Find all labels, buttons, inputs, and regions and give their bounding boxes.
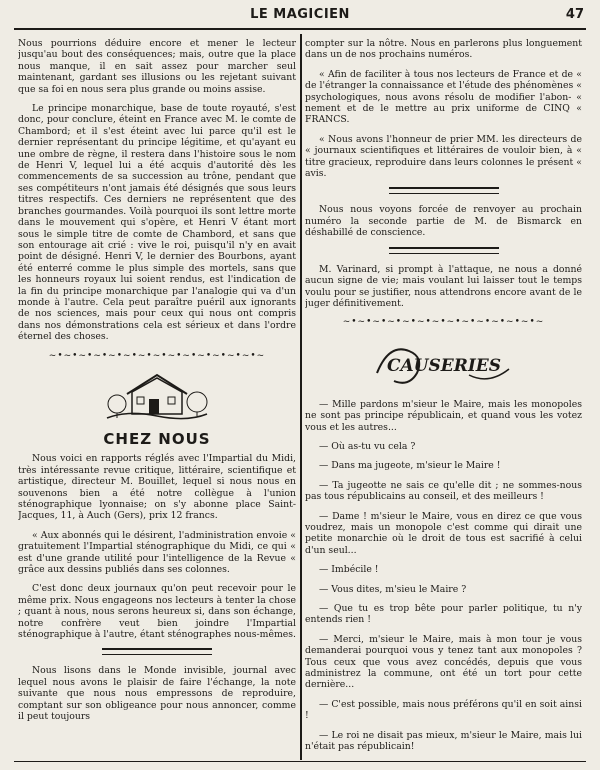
paragraph: Le principe monarchique, base de toute royauté, s'est donc, pour conclure, éteint en France avec M. le comte de Chambord; et il s'est éteint avec lui parce qu'il est le dernier représentant du principe légitime, et qu'ayant eu une ombre de règne, il restera dans l'histoire sous le nom de Henri V, lequel lui a été acquis d'autorité dès les commencements de sa succession au trône, pendant que ses compétiteurs n'ont jamais été désignés que sous leurs titres respectifs. Ces derniers ne représentent que des branches gourmandes. Voilà pourquoi ils sont lettre morte dans le mouvement qui s'opère, et Henri V étant mort sous le simple titre de comte de Chambord, et sans que son entourage ait crié : vive le roi, puisqu'il n'y en avait point de désigné. Henri V, le dernier des Bourbons, ayant été enterré comme le plus simple des mortels, sans que les honneurs royaux lui soient rendus, est l'indication de la fin du principe monarchique par l'analogie qui va d'un monde à l'autre. Cela peut paraître puéril aux ignorants de nos sciences, mais pour ceux qui nous ont compris dans nos démonstrations cela est sérieux et dans l'ordre éternel des choses. [18, 103, 296, 343]
ornament-divider: ~•~•~•~•~•~•~•~•~•~•~•~•~•~•~ [48, 350, 266, 361]
paragraph: C'est donc deux journaux qu'on peut recevoir pour le même prix. Nous engageons nos lecteurs à tenter la chose ; quant à nous, nous serons heureux si, dans son échange, notre confrère veut bien joindre l'Impartial sténographique à l'autre, étant sténographes nous-mêmes. [18, 583, 296, 641]
causeries-logo [369, 333, 519, 391]
paragraph: compter sur la nôtre. Nous en parlerons plus longuement dans un de nos prochains numéros. [305, 38, 582, 61]
page-header [14, 4, 586, 30]
section-rule [389, 187, 499, 194]
page-number: 47 [565, 7, 584, 22]
paragraph: Nous lisons dans le Monde invisible, journal avec lequel nous avons le plaisir de faire l'échange, la note suivante que nous nous empressons de reproduire, comptant sur son obligeance pour nous annoncer, comme il peut toujours [18, 665, 296, 723]
footer-rule [14, 761, 586, 762]
section-rule [389, 247, 499, 254]
dialogue-line: — Que tu es trop bête pour parler politique, tu n'y entends rien ! [305, 603, 582, 626]
svg-text:CAUSERIES: CAUSERIES [386, 355, 501, 376]
dialogue-line: — Dans ma jugeote, m'sieur le Maire ! [319, 460, 501, 472]
section-title: CHEZ NOUS [103, 429, 211, 448]
paragraph: M. Varinard, si prompt à l'attaque, ne nous a donné aucun signe de vie; mais voulant lui laisser tout le temps voulu pour se justifier, nous attendrons encore avant de le juger définitivement. [305, 263, 582, 309]
journal-title: LE MAGICIEN [250, 7, 350, 22]
dialogue-line: — Le roi ne disait pas mieux, m'sieur le Maire, mais lui n'était pas républicain! [305, 729, 582, 752]
section-rule [102, 648, 212, 655]
ornament-divider: ~•~•~•~•~•~•~•~•~•~•~•~•~•~ [342, 317, 545, 328]
left-column [18, 38, 296, 752]
dialogue-line: — Mille pardons m'sieur le Maire, mais les monopoles ne sont pas principe républicain, et quand vous les votez vous et les autres... [305, 398, 582, 433]
quoted-paragraph: « Aux abonnés qui le désirent, l'administration envoie « gratuitement l'Impartial sténographique du Midi, ce qui « est d'une grande utilité pour l'intelligence de la Revue « grâce aux dessins publiés dans ses colonnes. [18, 529, 296, 576]
quoted-paragraph: « Afin de faciliter à tous nos lecteurs de France et de « de l'étranger la connaissance et l'étude des phénomènes « psychologiques, nous avons résolu de modifier l'abon- « nement et de le mettre au prix uniforme de CINQ « FRANCS. [305, 68, 582, 126]
dialogue-line: — C'est possible, mais nous préférons qu'il en soit ainsi ! [305, 698, 582, 722]
column-divider [300, 34, 302, 760]
right-column [305, 38, 582, 752]
dialogue-line: — Merci, m'sieur le Maire, mais à mon tour je vous demanderai pourquoi vous y tenez tant aux monopoles ? Tous ceux que vous avez concédés, depuis que vous administrez la commune, ont été un tort pour cette dernière... [305, 633, 582, 691]
dialogue-line: — Vous dites, m'sieu le Maire ? [319, 583, 467, 595]
paragraph: Nous nous voyons forcée de renvoyer au prochain numéro la seconde partie de M. de Bismarck en déshabillé de conscience. [305, 204, 582, 239]
dialogue-line: — Dame ! m'sieur le Maire, vous en direz ce que vous voudrez, mais un monopole c'est comme qui dirait une petite monarchie où le droit de tous est sacrifié à celui d'un seul... [305, 510, 582, 556]
dialogue-line: — Ta jugeotte ne sais ce qu'elle dit ; ne sommes-nous pas tous républicains au conseil, et des meilleurs ! [305, 479, 582, 503]
dialogue-line: — Où as-tu vu cela ? [319, 440, 416, 452]
paragraph: Nous voici en rapports réglés avec l'Impartial du Midi, très intéressante revue critique, littéraire, scientifique et artistique, directeur M. Bouillet, lequel si nous nous en souvenons bien a été notre collègue à l'union sténographique lyonnaise; on s'y abonne place Saint-Jacques, 11, à Auch (Gers), prix 12 francs. [18, 453, 296, 522]
dialogue-line: — Imbécile ! [319, 564, 379, 576]
paragraph: Nous pourrions déduire encore et mener le lecteur jusqu'au bout des conséquences; mais, outre que la place nous manque, il en sait assez pour marcher seul maintenant, gardant ses illusions ou les rejetant suivant que sa foi en nous sera plus grande ou moins assise. [18, 38, 296, 95]
quoted-paragraph: « Nous avons l'honneur de prier MM. les directeurs de « journaux scientifiques et littéraires de vouloir bien, à « titre gracieux, reproduire dans leurs colonnes le présent « avis. [305, 133, 582, 180]
house-vignette-illustration [97, 366, 217, 424]
